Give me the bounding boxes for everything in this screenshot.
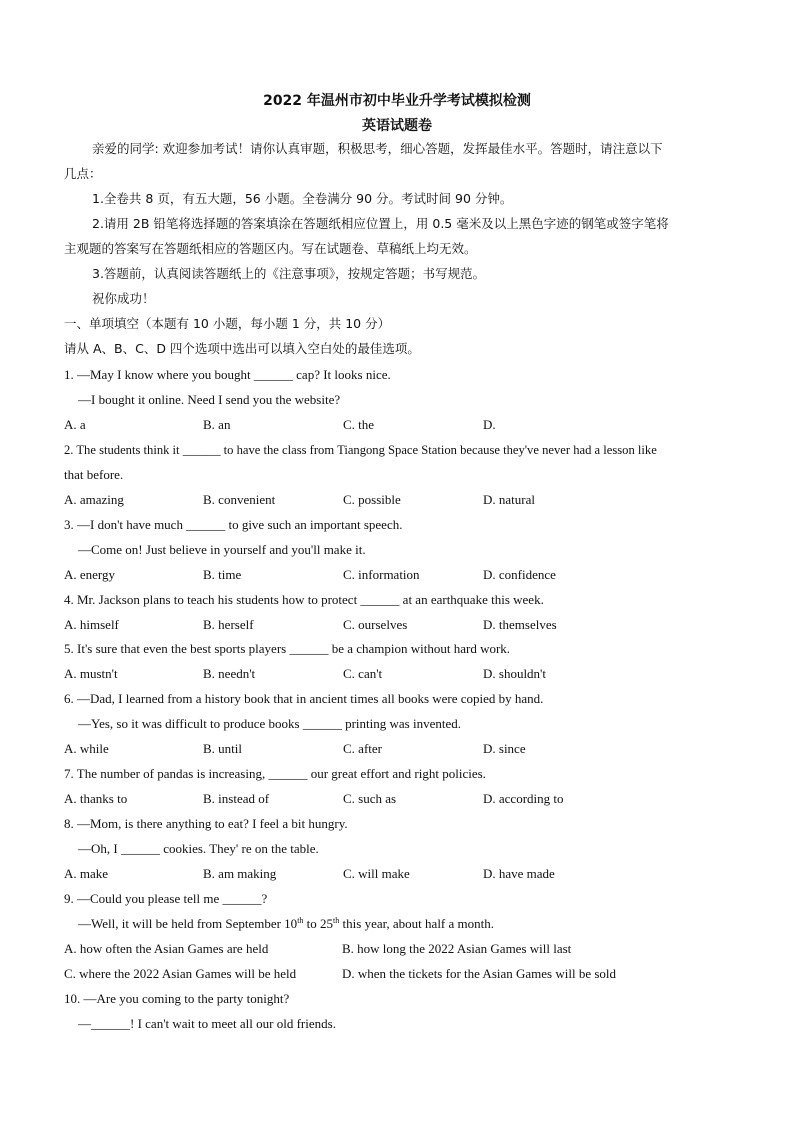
q2-stem: 2. The students think it ______ to have the class from Tiangong Space Station because they've never had a lesson like [64, 443, 657, 457]
q9-reply-mid: to 25 [303, 916, 334, 931]
q9-reply-sup2: th [333, 916, 340, 925]
page-subtitle: 英语试题卷 [362, 118, 432, 134]
q6-reply: —Yes, so it was difficult to produce books ______ printing was invented. [78, 716, 461, 731]
q5-option-b: B. needn't [203, 666, 256, 681]
q8-option-b: B. am making [203, 866, 277, 881]
q7-option-c: C. such as [343, 791, 397, 806]
q6-option-b: B. until [203, 741, 243, 756]
q1-stem: 1. —May I know where you bought ______ cap? It looks nice. [64, 367, 391, 382]
q3-option-b: B. time [203, 567, 242, 582]
intro-line-1: 亲爱的同学: 欢迎参加考试！请你认真审题，积极思考，细心答题，发挥最佳水平。答题时，请注意以下 [92, 141, 663, 156]
q8-option-c: C. will make [343, 866, 410, 881]
q6-stem: 6. —Dad, I learned from a history book that in ancient times all books were copied by hand. [64, 691, 544, 706]
q4-stem: 4. Mr. Jackson plans to teach his students how to protect ______ at an earthquake this week. [64, 592, 544, 607]
note-1: 1.全卷共 8 页，有五大题，56 小题。全卷满分 90 分。考试时间 90 分钟。 [92, 191, 513, 206]
q2-option-d: D. natural [483, 492, 535, 507]
q8-option-d: D. have made [483, 866, 555, 881]
q2-stem-cont: that before. [64, 467, 124, 482]
q1-reply: —I bought it online. Need I send you the website? [78, 392, 341, 407]
q1-option-b: B. an [203, 417, 231, 432]
q8-stem: 8. —Mom, is there anything to eat? I feel a bit hungry. [64, 816, 348, 831]
q2-option-c: C. possible [343, 492, 401, 507]
q1-option-a: A. a [64, 417, 86, 432]
q5-option-c: C. can't [343, 666, 383, 681]
q10-reply: —______! I can't wait to meet all our old friends. [78, 1016, 336, 1031]
q9-reply-post: this year, about half a month. [339, 916, 494, 931]
q9-reply-pre: —Well, it will be held from September 10 [78, 916, 298, 931]
q9-option-c: C. where the 2022 Asian Games will be held [64, 966, 297, 981]
q3-option-c: C. information [343, 567, 420, 582]
q4-option-d: D. themselves [483, 617, 557, 632]
wish-text: 祝你成功！ [92, 291, 155, 306]
q9-option-d: D. when the tickets for the Asian Games will be sold [342, 966, 617, 981]
q6-option-a: A. while [64, 741, 109, 756]
note-3: 3.答题前，认真阅读答题纸上的《注意事项》，按规定答题；书写规范。 [92, 266, 486, 281]
q5-stem: 5. It's sure that even the best sports players ______ be a champion without hard work. [64, 641, 511, 656]
page-title: 2022 年温州市初中毕业升学考试模拟检测 [263, 93, 531, 109]
q9-reply-sup1: th [297, 916, 304, 925]
q1-option-d: D. [483, 417, 496, 432]
q9-stem: 9. —Could you please tell me ______? [64, 891, 268, 906]
q1-option-c: C. the [343, 417, 375, 432]
q3-option-d: D. confidence [483, 567, 556, 582]
q4-option-a: A. himself [64, 617, 119, 632]
q8-option-a: A. make [64, 866, 109, 881]
q3-option-a: A. energy [64, 567, 116, 582]
q4-option-b: B. herself [203, 617, 254, 632]
q4-option-c: C. ourselves [343, 617, 408, 632]
intro-line-2: 几点： [64, 166, 102, 181]
q6-option-c: C. after [343, 741, 382, 756]
q10-stem: 10. —Are you coming to the party tonight? [64, 991, 290, 1006]
q7-stem: 7. The number of pandas is increasing, ______ our great effort and right policies. [64, 766, 486, 781]
q9-option-a: A. how often the Asian Games are held [64, 941, 269, 956]
q3-stem: 3. —I don't have much ______ to give such an important speech. [64, 517, 403, 532]
q2-option-b: B. convenient [203, 492, 276, 507]
q7-option-d: D. according to [483, 791, 564, 806]
q5-option-d: D. shouldn't [483, 666, 547, 681]
q6-option-d: D. since [483, 741, 526, 756]
section-instruction: 请从 A、B、C、D 四个选项中选出可以填入空白处的最佳选项。 [64, 341, 420, 356]
q7-option-b: B. instead of [203, 791, 270, 806]
section-heading: 一、单项填空（本题有 10 小题，每小题 1 分，共 10 分） [64, 316, 391, 331]
q8-reply: —Oh, I ______ cookies. They' re on the table. [78, 841, 319, 856]
q9-option-b: B. how long the 2022 Asian Games will last [342, 941, 572, 956]
q5-option-a: A. mustn't [64, 666, 118, 681]
q7-option-a: A. thanks to [64, 791, 128, 806]
note-2b: 主观题的答案写在答题纸相应的答题区内。写在试题卷、草稿纸上均无效。 [64, 241, 477, 256]
q9-reply [78, 916, 494, 932]
q3-reply: —Come on! Just believe in yourself and you'll make it. [78, 542, 366, 557]
note-2a: 2.请用 2B 铅笔将选择题的答案填涂在答题纸相应位置上，用 0.5 毫米及以上黑色字迹的钢笔或签字笔将 [92, 216, 669, 231]
q2-option-a: A. amazing [64, 492, 124, 507]
